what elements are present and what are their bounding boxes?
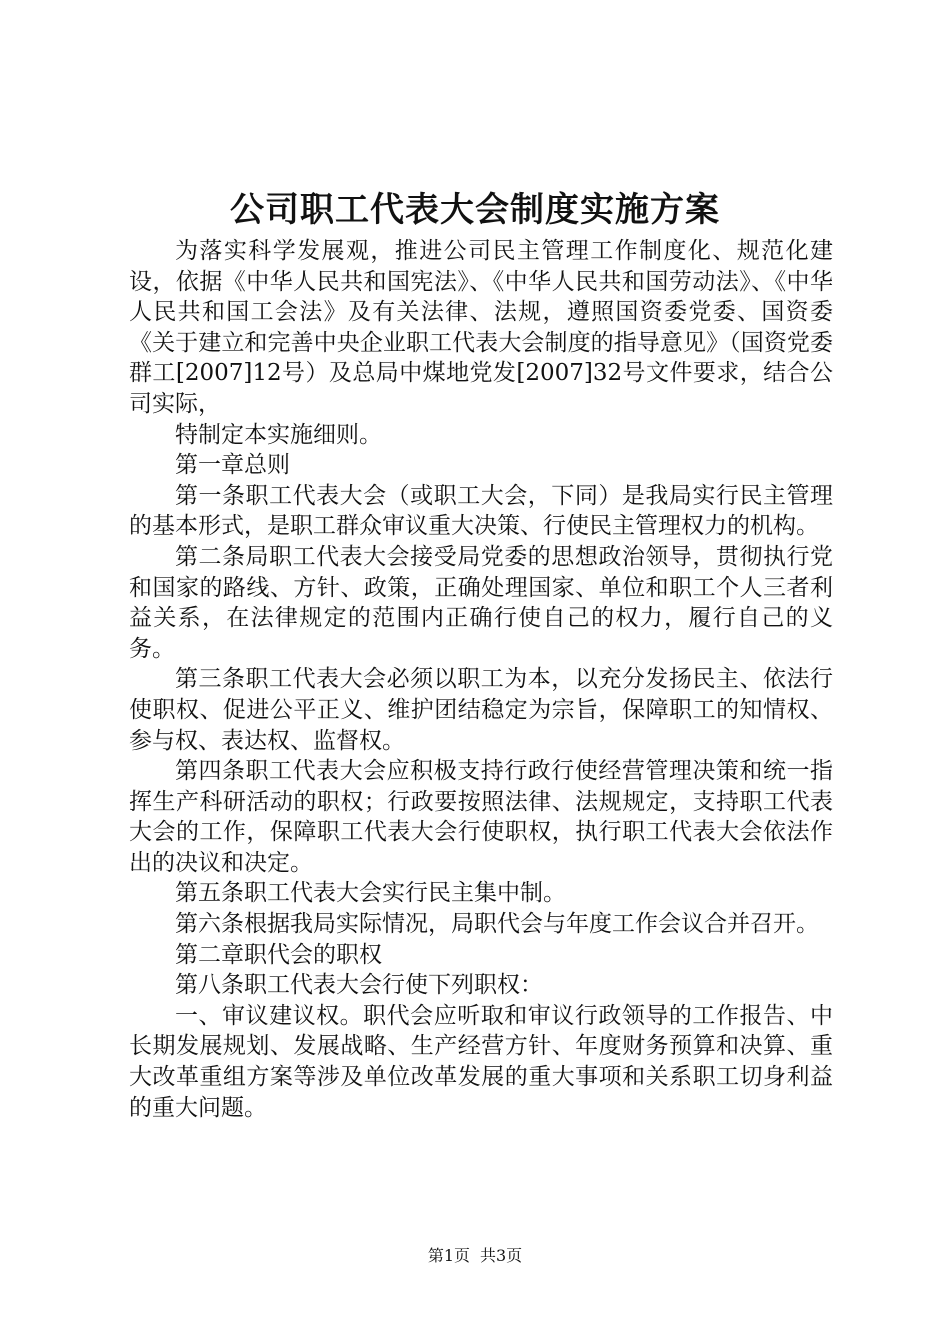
article-6: 第六条根据我局实际情况，局职代会与年度工作会议合并召开。: [175, 911, 819, 938]
chapter-heading-1: 第一章总则: [175, 452, 290, 479]
paragraph-preamble: 为落实科学发展观，推进公司民主管理工作制度化、规范化建设，依据《中华人民共和国宪法》、《中华人民共和国劳动法》、《中华人民共和国工会法》及有关法律、法规，遵照国资委党委、国资委《关于建立和完善中央企业职工代表大会制度的指导意见》（国资党委群工[2007]12号）及总局中煤地党发[2007]32号文件要求，结合公司实际，: [129, 238, 833, 417]
document-body: [129, 236, 833, 1123]
page-footer: [0, 1244, 950, 1268]
article-2: 第二条局职工代表大会接受局党委的思想政治领导，贯彻执行党和国家的路线、方针、政策，正确处理国家、单位和职工个人三者利益关系，在法律规定的范围内正确行使自己的权力，履行自己的义务。: [129, 543, 833, 662]
article-8-item-1: 一、审议建议权。职代会应听取和审议行政领导的工作报告、中长期发展规划、发展战略、生产经营方针、年度财务预算和决算、重大改革重组方案等涉及单位改革发展的重大事项和关系职工切身利益的重大问题。: [129, 1002, 833, 1121]
article-8: 第八条职工代表大会行使下列职权：: [175, 972, 543, 999]
page-number: 第1页: [427, 1246, 470, 1265]
page-total: 共3页: [480, 1246, 523, 1265]
article-5: 第五条职工代表大会实行民主集中制。: [175, 880, 566, 907]
document-title: 公司职工代表大会制度实施方案: [230, 190, 720, 230]
paragraph-preamble-end: 特制定本实施细则。: [175, 421, 382, 448]
article-1: 第一条职工代表大会（或职工大会，下同）是我局实行民主管理的基本形式，是职工群众审议重大决策、行使民主管理权力的机构。: [129, 482, 833, 540]
article-4: 第四条职工代表大会应积极支持行政行使经营管理决策和统一指挥生产科研活动的职权；行政要按照法律、法规规定，支持职工代表大会的工作，保障职工代表大会行使职权，执行职工代表大会依法作出的决议和决定。: [129, 758, 833, 876]
article-3: 第三条职工代表大会必须以职工为本，以充分发扬民主、依法行使职权、促进公平正义、维护团结稳定为宗旨，保障职工的知情权、参与权、表达权、监督权。: [129, 666, 833, 754]
chapter-heading-2: 第二章职代会的职权: [175, 941, 382, 968]
